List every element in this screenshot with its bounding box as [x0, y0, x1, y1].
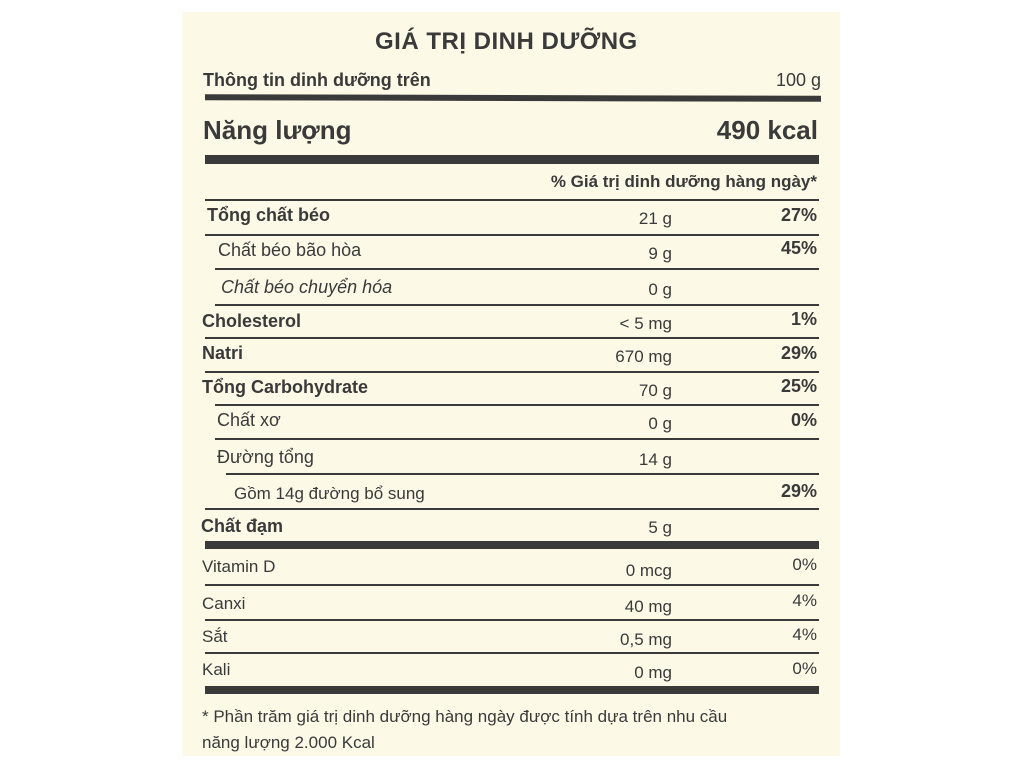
serving-label: Thông tin dinh dưỡng trên: [203, 70, 431, 90]
nutrient-label: Tổng chất béo: [207, 205, 330, 225]
row-divider: [205, 337, 819, 339]
micronutrient-amount: 40 mg: [624, 597, 672, 616]
nutrient-label: Natri: [202, 343, 244, 363]
row-divider: [226, 473, 819, 475]
nutrient-amount: 670 mg: [615, 347, 672, 366]
thick-divider: [205, 155, 819, 164]
thick-divider: [205, 541, 819, 549]
nutrient-label: Đường tổng: [217, 447, 314, 467]
micronutrient-dv: 0%: [792, 659, 817, 678]
nutrient-amount: 9 g: [648, 244, 672, 263]
nutrient-amount: 70 g: [638, 381, 672, 400]
nutrient-dv: 25%: [780, 376, 817, 396]
micronutrient-amount: 0,5 mg: [620, 630, 672, 649]
nutrient-dv: 45%: [780, 238, 817, 258]
row-divider: [215, 438, 819, 440]
nutrient-label: Tổng Carbohydrate: [202, 377, 369, 397]
micronutrient-label: Vitamin D: [202, 557, 276, 576]
nutrient-label: Chất xơ: [217, 410, 281, 430]
nutrient-amount: 14 g: [638, 450, 672, 469]
label-title: GIÁ TRỊ DINH DƯỠNG: [375, 28, 638, 55]
nutrient-label: Cholesterol: [202, 311, 302, 331]
nutrient-label: Gồm 14g đường bổ sung: [234, 484, 425, 503]
footnote-line: * Phần trăm giá trị dinh dưỡng hàng ngày được tính dựa trên nhu cầu: [202, 707, 728, 726]
row-divider: [215, 268, 819, 270]
serving-value: 100 g: [775, 70, 821, 90]
thick-divider: [205, 686, 819, 694]
nutrient-dv: 29%: [780, 481, 817, 501]
micronutrient-label: Kali: [202, 660, 231, 679]
row-divider: [205, 371, 819, 373]
micronutrient-dv: 4%: [792, 591, 817, 610]
nutrient-dv: 29%: [780, 343, 817, 363]
nutrient-label: Chất đạm: [201, 516, 284, 536]
nutrient-dv: 27%: [780, 205, 817, 225]
energy-value: 490 kcal: [716, 115, 818, 145]
nutrient-label: Chất béo bão hòa: [218, 240, 362, 260]
row-divider: [205, 584, 819, 586]
row-divider: [215, 304, 819, 306]
nutrient-dv: 0%: [790, 410, 817, 430]
nutrient-amount: 0 g: [648, 280, 672, 299]
row-divider: [205, 619, 819, 621]
nutrient-amount: 0 g: [648, 414, 672, 433]
energy-label: Năng lượng: [203, 115, 352, 145]
nutrient-dv: 1%: [790, 309, 817, 329]
micronutrient-dv: 0%: [792, 555, 817, 574]
micronutrient-label: Canxi: [202, 594, 246, 613]
nutrient-amount: 5 g: [648, 518, 672, 537]
micronutrient-dv: 4%: [792, 625, 817, 644]
dv-header: % Giá trị dinh dưỡng hàng ngày*: [550, 172, 817, 191]
footnote-line: năng lượng 2.000 Kcal: [202, 733, 375, 752]
row-divider: [205, 508, 819, 510]
row-divider: [215, 404, 819, 406]
micronutrient-amount: 0 mcg: [625, 561, 672, 580]
row-divider: [205, 199, 819, 201]
nutrient-amount: < 5 mg: [619, 314, 672, 333]
nutrient-label: Chất béo chuyển hóa: [221, 277, 393, 297]
micronutrient-amount: 0 mg: [634, 663, 672, 682]
micronutrient-label: Sắt: [202, 627, 228, 646]
nutrient-amount: 21 g: [638, 209, 672, 228]
row-divider: [205, 652, 819, 654]
row-divider: [205, 234, 819, 236]
